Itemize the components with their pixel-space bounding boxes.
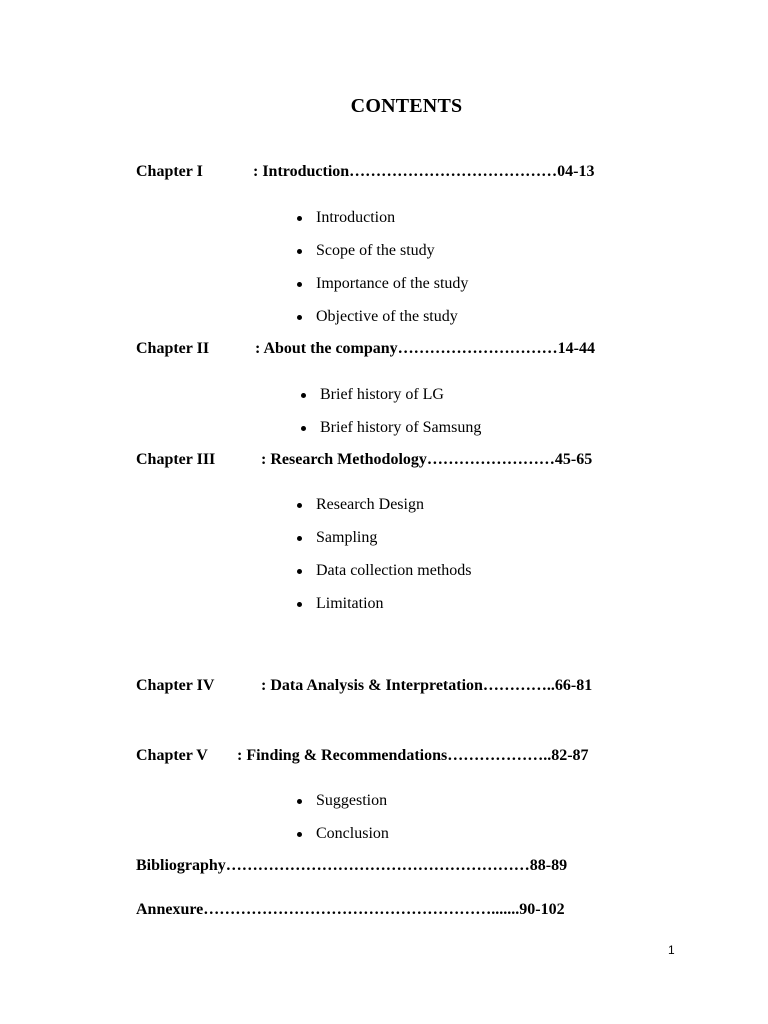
bullet-icon xyxy=(297,602,302,607)
bullet-text: Importance of the study xyxy=(316,275,469,292)
bullet-text: Brief history of Samsung xyxy=(320,419,482,436)
chapter-label: Chapter I xyxy=(136,163,203,180)
bullet-icon xyxy=(297,536,302,541)
bullet-text: Introduction xyxy=(316,209,396,226)
bullet-icon xyxy=(297,799,302,804)
bullet-text: Suggestion xyxy=(316,792,388,809)
bullet-icon xyxy=(297,569,302,574)
bullet-icon xyxy=(297,832,302,837)
bullet-icon xyxy=(297,249,302,254)
bullet-text: Brief history of LG xyxy=(320,386,444,403)
bullet-icon xyxy=(301,426,306,431)
page-title: CONTENTS xyxy=(350,95,463,117)
chapter-entry: : Data Analysis & Interpretation…………..66-81 xyxy=(261,677,593,694)
toc-annexure: Annexure……………………………………………….......90-102 xyxy=(136,901,565,918)
chapter-entry: : About the company…………………………14-44 xyxy=(255,340,596,357)
bullet-text: Limitation xyxy=(316,595,384,612)
bullet-icon xyxy=(297,282,302,287)
bullet-text: Conclusion xyxy=(316,825,389,842)
chapter-label: Chapter V xyxy=(136,747,208,764)
chapter-entry: : Research Methodology……………………45-65 xyxy=(261,451,593,468)
bullet-icon xyxy=(297,503,302,508)
chapter-entry: : Introduction…………………………………04-13 xyxy=(253,163,595,180)
bullet-text: Research Design xyxy=(316,496,424,513)
bullet-text: Scope of the study xyxy=(316,242,435,259)
bullet-icon xyxy=(297,216,302,221)
page-number: 1 xyxy=(668,943,675,957)
chapter-label: Chapter III xyxy=(136,451,216,468)
bullet-icon xyxy=(301,393,306,398)
toc-bibliography: Bibliography…………………………………………………88-89 xyxy=(136,857,568,874)
bullet-icon xyxy=(297,315,302,320)
chapter-label: Chapter II xyxy=(136,340,210,357)
bullet-text: Objective of the study xyxy=(316,308,458,325)
chapter-label: Chapter IV xyxy=(136,677,215,694)
bullet-text: Data collection methods xyxy=(316,562,472,579)
chapter-entry: : Finding & Recommendations………………..82-87 xyxy=(237,747,589,764)
bullet-text: Sampling xyxy=(316,529,378,546)
